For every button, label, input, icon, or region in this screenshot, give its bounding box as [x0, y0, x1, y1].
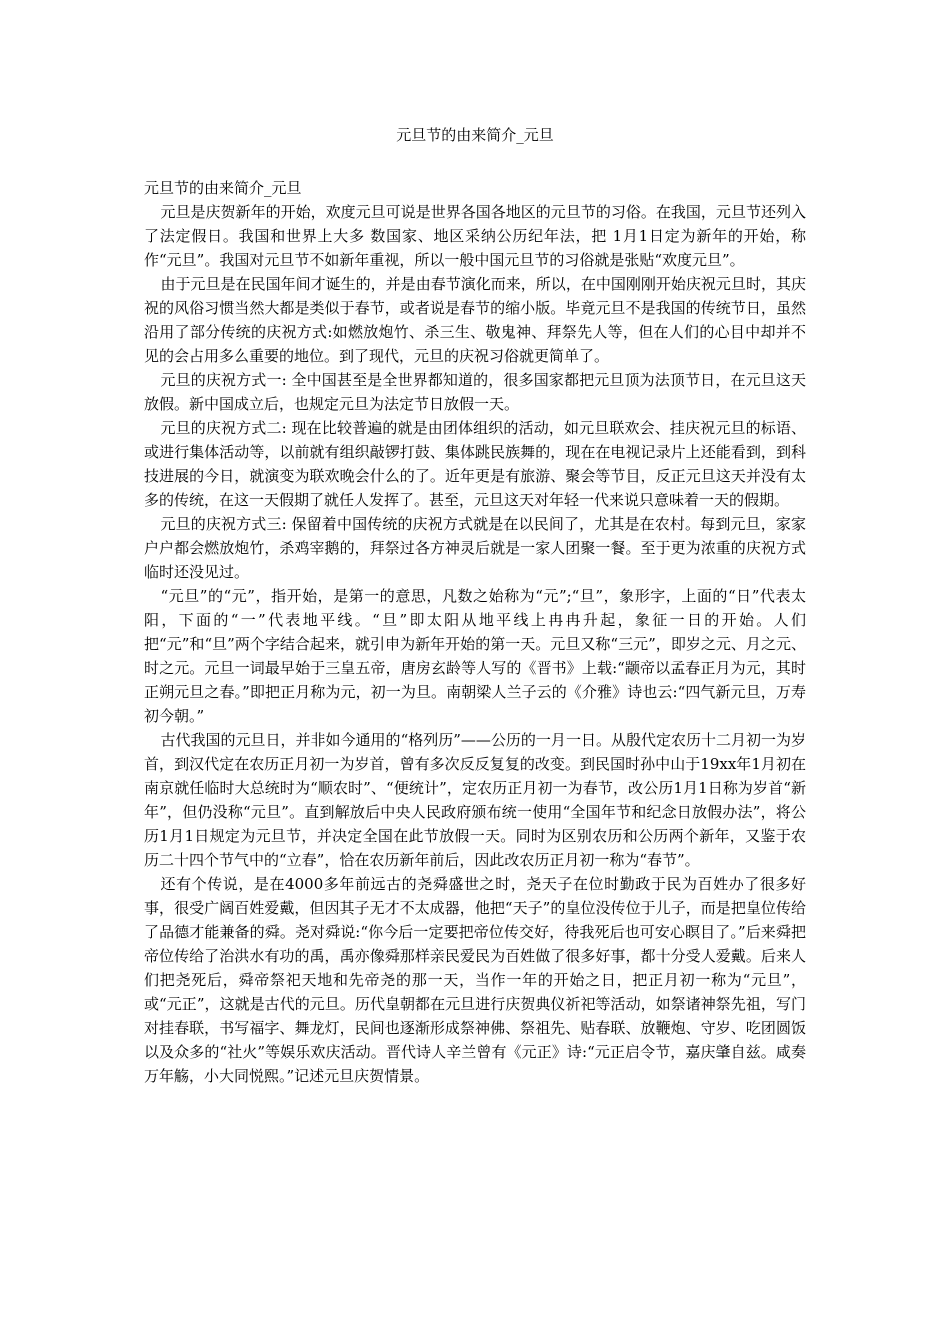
document-subtitle: 元旦节的由来简介_元旦 [144, 179, 302, 197]
document-body [144, 176, 806, 1088]
paragraph-history: 古代我国的元旦日，并非如今通用的“格列历”——公历的一月一日。从殷代定农历十二月初一为岁首，到汉代定在农历正月初一为岁首，曾有多次反反复复的改变。到民国时孙中山于19xx年1月初在南京就任临时大总统时为“顺农时”、“便统计”，定农历正月初一为春节，改公历1月1日称为岁首“新年”，但仍没称“元旦”。直到解放后中央人民政府颁布统一使用“全国年节和纪念日放假办法”，将公历1月1日规定为元旦节，并决定全国在此节放假一天。同时为区别农历和公历两个新年，又鉴于农历二十四个节气中的“立春”，恰在农历新年前后，因此改农历正月初一称为“春节”。 [144, 731, 806, 869]
paragraph-legend: 还有个传说，是在4000多年前远古的尧舜盛世之时，尧天子在位时勤政于民为百姓办了很多好事，很受广阔百姓爱戴，但因其子无才不太成器，他把“天子”的皇位没传位于儿子，而是把皇位传给了品德才能兼备的舜。尧对舜说:“你今后一定要把帝位传交好，待我死后也可安心瞑目了。”后来舜把帝位传给了治洪水有功的禹，禹亦像舜那样亲民爱民为百姓做了很多好事，都十分受人爱戴。后来人们把尧死后，舜帝祭祀天地和先帝尧的那一天，当作一年的开始之日，把正月初一称为“元旦”，或“元正”，这就是古代的元旦。历代皇朝都在元旦进行庆贺典仪祈祀等活动，如祭诸神祭先祖，写门对挂春联，书写福字、舞龙灯，民间也逐渐形成祭神佛、祭祖先、贴春联、放鞭炮、守岁、吃团圆饭以及众多的“社火”等娱乐欢庆活动。晋代诗人辛兰曾有《元正》诗:“元正启令节，嘉庆肇自兹。咸奏万年觞，小大同悦熙。”记述元旦庆贺情景。 [144, 875, 806, 1085]
paragraph-celebration-two: 元旦的庆祝方式二: 现在比较普遍的就是由团体组织的活动，如元旦联欢会、挂庆祝元旦的标语、或进行集体活动等，以前就有组织敲锣打鼓、集体跳民族舞的，现在在电视记录片上还能看到，到科技进展的今日，就演变为联欢晚会什么的了。近年更是有旅游、聚会等节目，反正元旦这天并没有太多的传统，在这一天假期了就任人发挥了。甚至，元旦这天对年轻一代来说只意味着一天的假期。 [144, 419, 806, 509]
paragraph-meaning: “元旦”的“元”，指开始，是第一的意思，凡数之始称为“元”;“旦”，象形字，上面的“日”代表太阳，下面的“一”代表地平线。“旦”即太阳从地平线上冉冉升起，象征一日的开始。人们把“元”和“旦”两个字结合起来，就引申为新年开始的第一天。元旦又称“三元”，即岁之元、月之元、时之元。元旦一词最早始于三皇五帝，唐房玄龄等人写的《晋书》上载:“颛帝以孟春正月为元，其时正朔元旦之春。”即把正月称为元，初一为旦。南朝梁人兰子云的《介雅》诗也云:“四气新元旦，万寿初今朝。” [144, 587, 806, 725]
paragraph-celebration-three: 元旦的庆祝方式三: 保留着中国传统的庆祝方式就是在以民间了，尤其是在农村。每到元旦，家家户户都会燃放炮竹，杀鸡宰鹅的，拜祭过各方神灵后就是一家人团聚一餐。至于更为浓重的庆祝方式临时还没见过。 [144, 515, 806, 581]
document-title: 元旦节的由来简介_元旦 [396, 126, 554, 144]
paragraph-intro: 元旦是庆贺新年的开始，欢度元旦可说是世界各国各地区的元旦节的习俗。在我国，元旦节还列入了法定假日。我国和世界上大多 数国家、地区采纳公历纪年法，把 1月1日定为新年的开始，称作“元旦”。我国对元旦节不如新年重视，所以一般中国元旦节的习俗就是张贴“欢度元旦”。 [144, 203, 806, 269]
paragraph-origin: 由于元旦是在民国年间才诞生的，并是由春节演化而来，所以，在中国刚刚开始庆祝元旦时，其庆祝的风俗习惯当然大都是类似于春节，或者说是春节的缩小版。毕竟元旦不是我国的传统节日，虽然沿用了部分传统的庆祝方式:如燃放炮竹、杀三生、敬鬼神、拜祭先人等，但在人们的心目中却并不见的会占用多么重要的地位。到了现代，元旦的庆祝习俗就更简单了。 [144, 275, 806, 365]
paragraph-celebration-one: 元旦的庆祝方式一: 全中国甚至是全世界都知道的，很多国家都把元旦顶为法顶节日，在元旦这天放假。新中国成立后，也规定元旦为法定节日放假一天。 [144, 371, 806, 413]
